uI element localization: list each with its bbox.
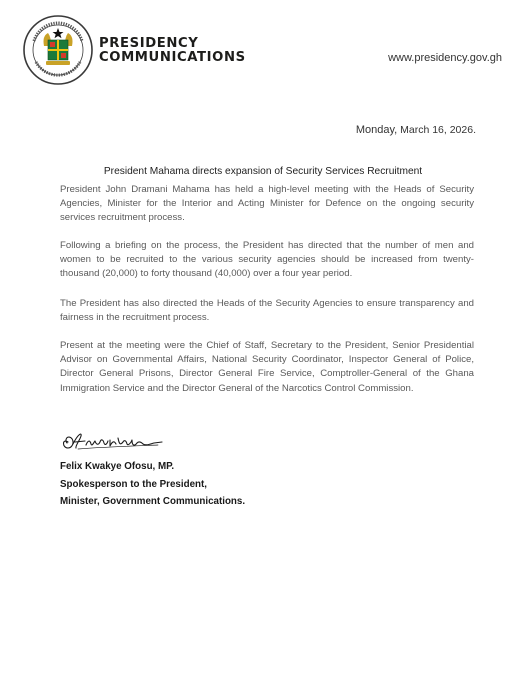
release-title: President Mahama directs expansion of Security Services Recruitment xyxy=(103,166,423,177)
release-date-rest: March 16, 2026. xyxy=(400,124,476,136)
brand-line-communications: COMMUNICATIONS xyxy=(99,50,246,65)
body-paragraph: President John Dramani Mahama has held a high-level meeting with the Heads of Security Agencies, Minister for the Interior and Acting Minister for Defence on the ongoing security services recruitment process. xyxy=(60,184,474,224)
release-date xyxy=(356,124,476,136)
website-link[interactable]: www.presidency.gov.gh xyxy=(388,52,502,64)
signatory-role: Minister, Government Communications. xyxy=(60,496,246,507)
brand-line-presidency: PRESIDENCY xyxy=(99,36,199,51)
signatory-block xyxy=(60,458,245,511)
signatory-role: Spokesperson to the President, xyxy=(60,478,207,490)
brand-wordmark xyxy=(99,37,246,65)
letterhead xyxy=(22,14,506,96)
body-paragraph: Present at the meeting were the Chief of Staff, Secretary to the President, Senior Presidential Advisor on Governmental Affairs, National Security Coordinator, Inspector General of Police, Director General Prisons, Director General Fire Service, Comptroller-General of the Ghana Immigration Service and the Director General of the Narcotics Control Commission. xyxy=(60,340,474,394)
release-date-day: Monday, xyxy=(355,124,398,136)
presidential-seal-icon xyxy=(22,14,94,86)
body-paragraph: Following a briefing on the process, the President has directed that the number of men and women to be recruited to the various security agencies should be increased from twenty-thousand (20,000) to forty thousand (40,000) over a four year period. xyxy=(60,240,474,280)
handwritten-signature xyxy=(58,426,168,456)
body-paragraph: The President has also directed the Heads of the Security Agencies to ensure transparency and fairness in the recruitment process. xyxy=(60,298,474,324)
signatory-name: Felix Kwakye Ofosu, MP. xyxy=(60,461,175,472)
